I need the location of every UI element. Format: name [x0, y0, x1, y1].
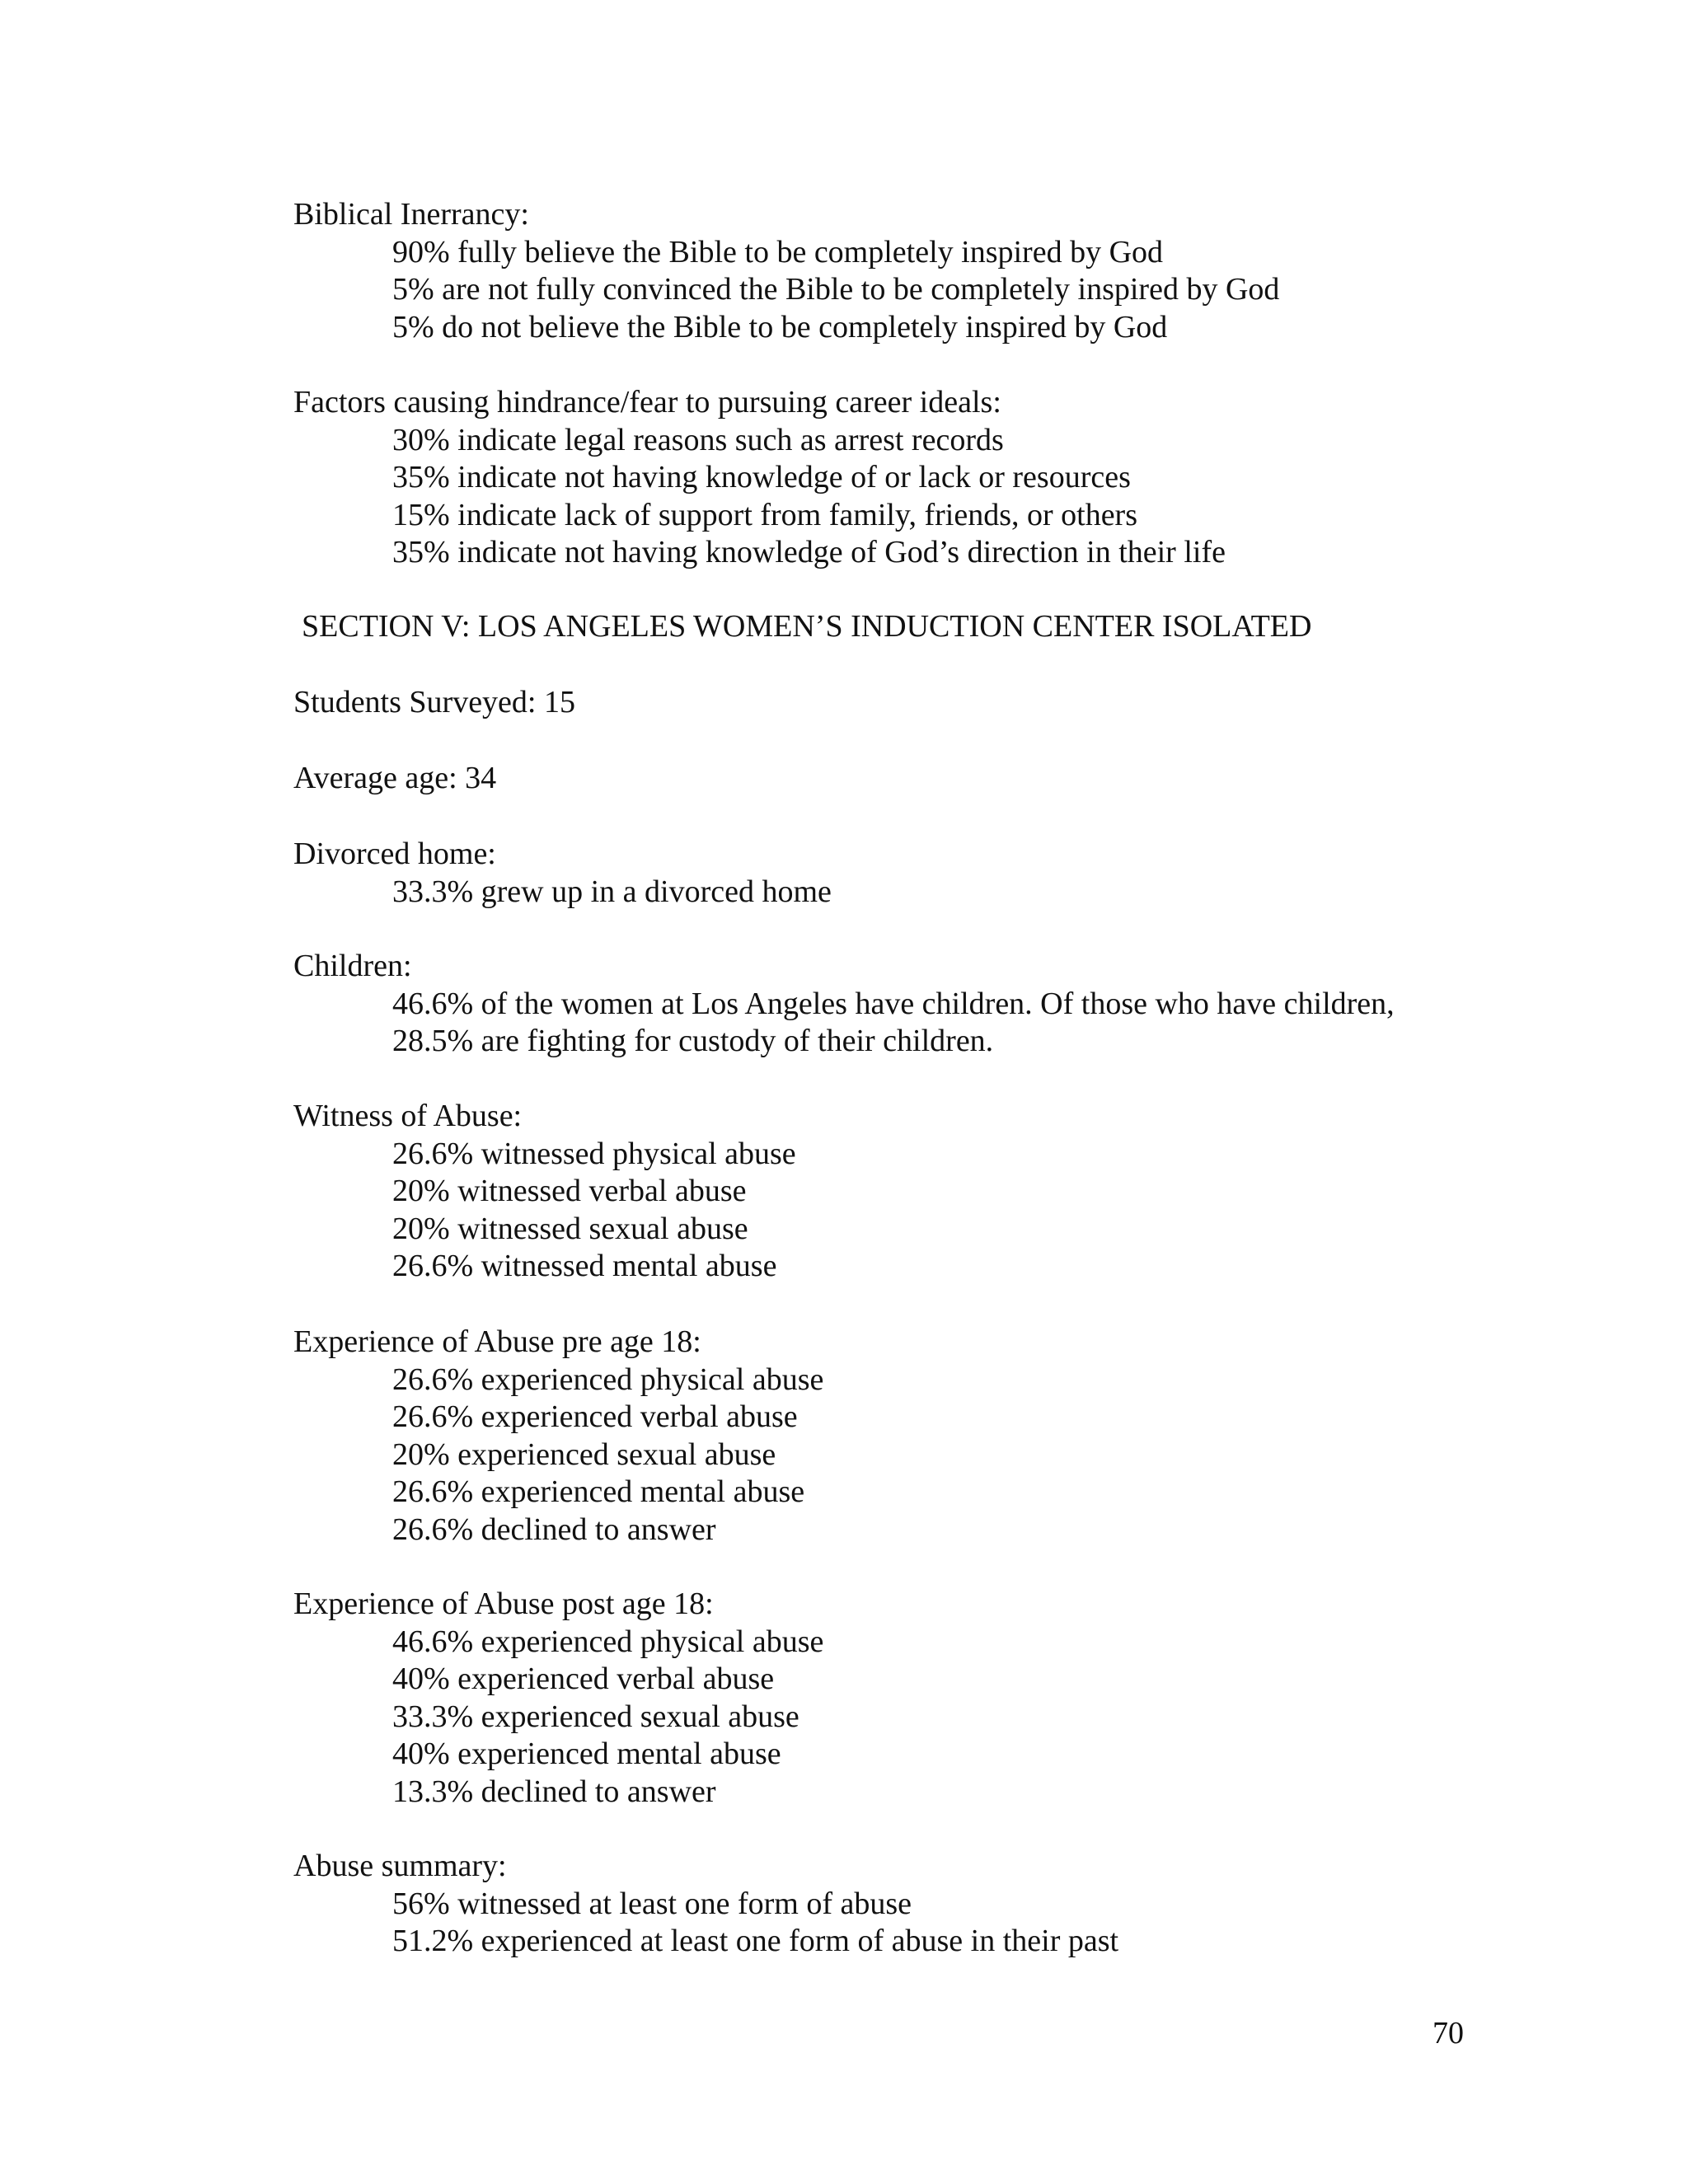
list-item: 26.6% declined to answer [392, 1511, 716, 1547]
divorced-home-block [293, 836, 832, 911]
hindrance-factors-block [293, 384, 1226, 572]
list-item: 46.6% experienced physical abuse [392, 1624, 824, 1659]
average-age: Average age: 34 [293, 761, 497, 795]
list-item: 30% indicate legal reasons such as arrest records [392, 422, 1004, 457]
page-number: 70 [1432, 2016, 1464, 2050]
list-item: 51.2% experienced at least one form of abuse in their past [392, 1924, 1119, 1959]
list-item: 28.5% are fighting for custody of their children. [392, 1024, 994, 1059]
abuse-pre-18-heading: Experience of Abuse pre age 18: [293, 1324, 701, 1359]
list-item: 35% indicate not having knowledge of God’s direction in their life [392, 535, 1226, 570]
list-item: 46.6% of the women at Los Angeles have children. Of those who have children, [392, 986, 1395, 1021]
abuse-summary-block [293, 1848, 1118, 1961]
list-item: 40% experienced verbal abuse [392, 1661, 775, 1697]
list-item: 33.3% grew up in a divorced home [392, 874, 832, 909]
witness-of-abuse-block [293, 1098, 796, 1286]
list-item: 5% are not fully convinced the Bible to be completely inspired by God [392, 272, 1280, 307]
students-surveyed: Students Surveyed: 15 [293, 685, 575, 719]
abuse-pre-18-block [293, 1324, 823, 1549]
list-item: 26.6% witnessed mental abuse [392, 1249, 777, 1284]
biblical-inerrancy-heading: Biblical Inerrancy: [293, 197, 529, 232]
list-item: 33.3% experienced sexual abuse [392, 1699, 799, 1734]
children-block [293, 948, 1395, 1061]
list-item: 26.6% experienced verbal abuse [392, 1399, 798, 1435]
children-heading: Children: [293, 949, 412, 983]
list-item: 20% witnessed verbal abuse [392, 1174, 747, 1209]
list-item: 40% experienced mental abuse [392, 1736, 781, 1772]
list-item: 56% witnessed at least one form of abuse [392, 1886, 912, 1921]
abuse-post-18-block [293, 1586, 823, 1811]
divorced-home-heading: Divorced home: [293, 837, 496, 871]
list-item: 15% indicate lack of support from family, friends, or others [392, 497, 1138, 532]
list-item: 26.6% witnessed physical abuse [392, 1136, 796, 1171]
witness-of-abuse-heading: Witness of Abuse: [293, 1099, 523, 1133]
biblical-inerrancy-block [293, 196, 1279, 346]
list-item: 13.3% declined to answer [392, 1774, 716, 1809]
list-item: 35% indicate not having knowledge of or lack or resources [392, 460, 1131, 495]
abuse-post-18-heading: Experience of Abuse post age 18: [293, 1586, 714, 1621]
abuse-summary-heading: Abuse summary: [293, 1849, 507, 1883]
list-item: 26.6% experienced physical abuse [392, 1361, 824, 1397]
section-title: SECTION V: LOS ANGELES WOMEN’S INDUCTION CENTER ISOLATED [302, 609, 1312, 644]
hindrance-factors-heading: Factors causing hindrance/fear to pursuing career ideals: [293, 385, 1001, 419]
list-item: 20% witnessed sexual abuse [392, 1211, 748, 1246]
list-item: 26.6% experienced mental abuse [392, 1474, 805, 1510]
list-item: 90% fully believe the Bible to be completely inspired by God [392, 234, 1164, 269]
list-item: 20% experienced sexual abuse [392, 1436, 776, 1472]
list-item: 5% do not believe the Bible to be completely inspired by God [392, 309, 1168, 344]
